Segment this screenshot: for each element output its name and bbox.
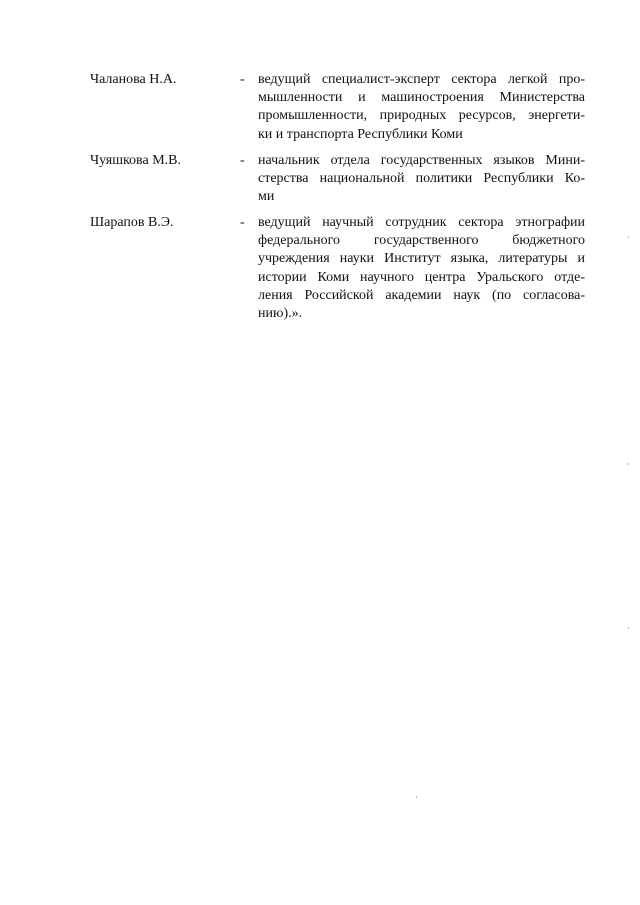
position-line: стерства национальной политики Республики Ко- [258, 171, 585, 187]
position-line: истории Коми научного центра Уральского отде- [258, 269, 585, 285]
scan-speck [628, 236, 629, 238]
position-line: мышленности и машиностроения Министерства [258, 90, 585, 106]
scan-speck [416, 796, 417, 798]
member-position [258, 152, 585, 207]
separator-dash: - [240, 72, 245, 87]
member-name: Чаланова Н.А. [90, 72, 177, 87]
separator-dash: - [240, 153, 245, 168]
scan-speck [628, 627, 629, 629]
position-line: ведущий научный сотрудник сектора этнографии [258, 215, 585, 230]
separator-dash: - [240, 215, 245, 230]
scan-speck [628, 463, 629, 465]
position-line: промышленности, природных ресурсов, энергети- [258, 108, 585, 124]
position-line: ки и транспорта Республики Коми [258, 126, 463, 142]
position-line: начальник отдела государственных языков Мини- [258, 153, 585, 168]
member-position [258, 214, 585, 323]
member-position [258, 71, 585, 144]
position-line: нию).». [258, 305, 303, 321]
position-line: федерального государственного бюджетного [258, 233, 585, 249]
member-name: Чуяшкова М.В. [90, 153, 181, 168]
position-line: ведущий специалист-эксперт сектора легкой про- [258, 72, 585, 87]
position-line: ления Российской академии наук (по согласова- [258, 287, 585, 303]
member-name: Шарапов В.Э. [90, 215, 174, 230]
position-line: учреждения науки Институт языка, литературы и [258, 251, 585, 267]
position-line: ми [258, 189, 275, 205]
